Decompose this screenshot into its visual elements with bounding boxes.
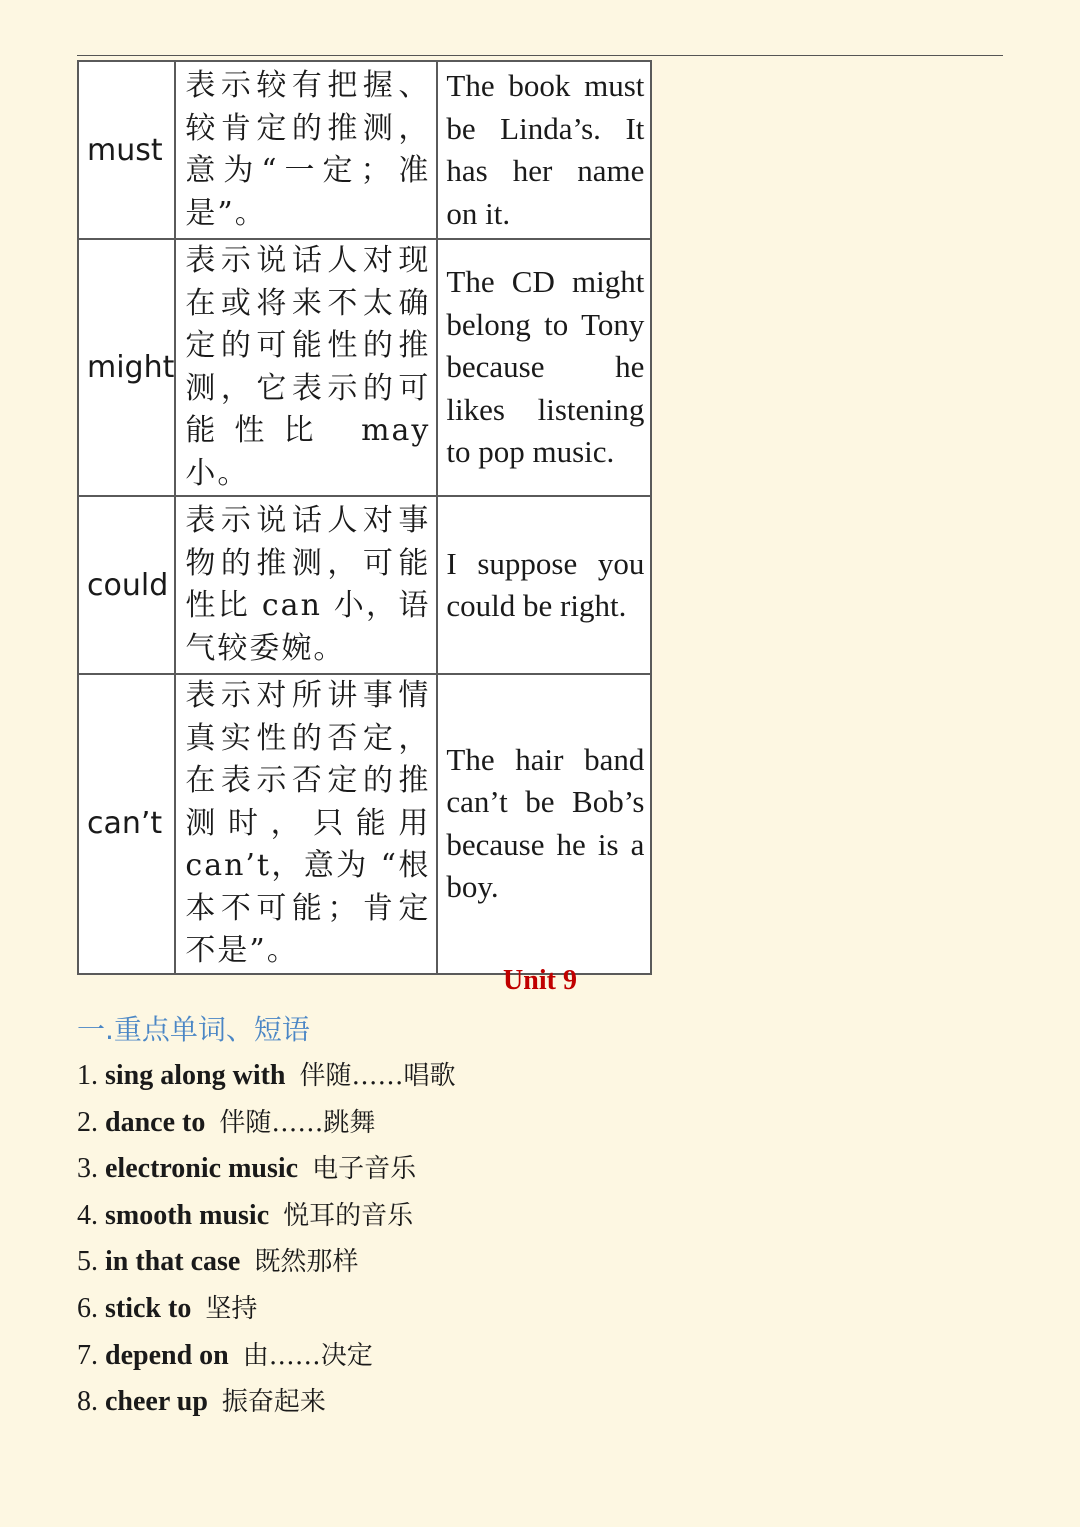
vocab-list [77,1055,456,1428]
vocab-term: sing along with [105,1060,286,1091]
list-item [77,1148,456,1195]
modal-word: could [78,496,175,674]
item-number: 2. [77,1106,98,1138]
item-number: 6. [77,1292,98,1324]
vocab-meaning: 振奋起来 [221,1387,326,1418]
modal-word: might [78,239,175,496]
unit-title: Unit 9 [503,965,577,996]
item-number: 1. [77,1060,98,1091]
table-row [78,496,651,674]
list-item [77,1055,456,1102]
modal-meaning: 表示说话人对现在或将来不太确定的可能性的推测，它表示的可能性比 may 小。 [175,239,437,496]
vocab-meaning: 由……决定 [242,1340,373,1371]
vocab-term: cheer up [105,1386,208,1418]
modal-meaning: 表示较有把握、较肯定的推测，意为“一定；准是”。 [175,61,437,239]
vocab-meaning: 坚持 [205,1293,258,1324]
modal-meaning: 表示说话人对事物的推测，可能性比 can 小，语气较委婉。 [175,496,437,674]
item-number: 3. [77,1153,98,1185]
modal-example: The hair band can’t be Bob’s because he is a boy. [437,674,651,974]
item-number: 8. [77,1386,98,1418]
modal-verbs-table [77,60,652,975]
modal-meaning: 表示对所讲事情真实性的否定，在表示否定的推测时，只能用 can’t，意为 “根本不可能；肯定不是”。 [175,674,437,974]
list-item [77,1288,456,1335]
table-row [78,674,651,974]
vocab-term: stick to [105,1292,192,1324]
vocab-meaning: 伴随……跳舞 [219,1107,376,1138]
list-item [77,1195,456,1242]
vocab-term: depend on [105,1339,229,1371]
item-number: 7. [77,1339,98,1371]
item-number: 4. [77,1199,98,1231]
list-item [77,1381,456,1428]
vocab-term: electronic music [105,1153,299,1185]
vocab-meaning: 伴随……唱歌 [299,1061,456,1091]
list-item [77,1241,456,1288]
table-row [78,61,651,239]
vocab-term: in that case [105,1246,241,1278]
section-heading: 一.重点单词、短语 [77,1013,310,1046]
modal-example: I suppose you could be right. [437,496,651,674]
vocab-term: dance to [105,1106,206,1138]
vocab-meaning: 悦耳的音乐 [283,1200,414,1231]
vocab-term: smooth music [105,1199,270,1231]
item-number: 5. [77,1246,98,1278]
modal-word: must [78,61,175,239]
top-divider [77,55,1003,56]
list-item [77,1102,456,1149]
modal-word: can’t [78,674,175,974]
modal-example: The CD might belong to Tony because he likes listening to pop music. [437,239,651,496]
vocab-meaning: 既然那样 [254,1247,359,1278]
list-item [77,1335,456,1382]
table-row [78,239,651,496]
vocab-meaning: 电子音乐 [312,1154,417,1185]
modal-example: The book must be Linda’s. It has her name on it. [437,61,651,239]
